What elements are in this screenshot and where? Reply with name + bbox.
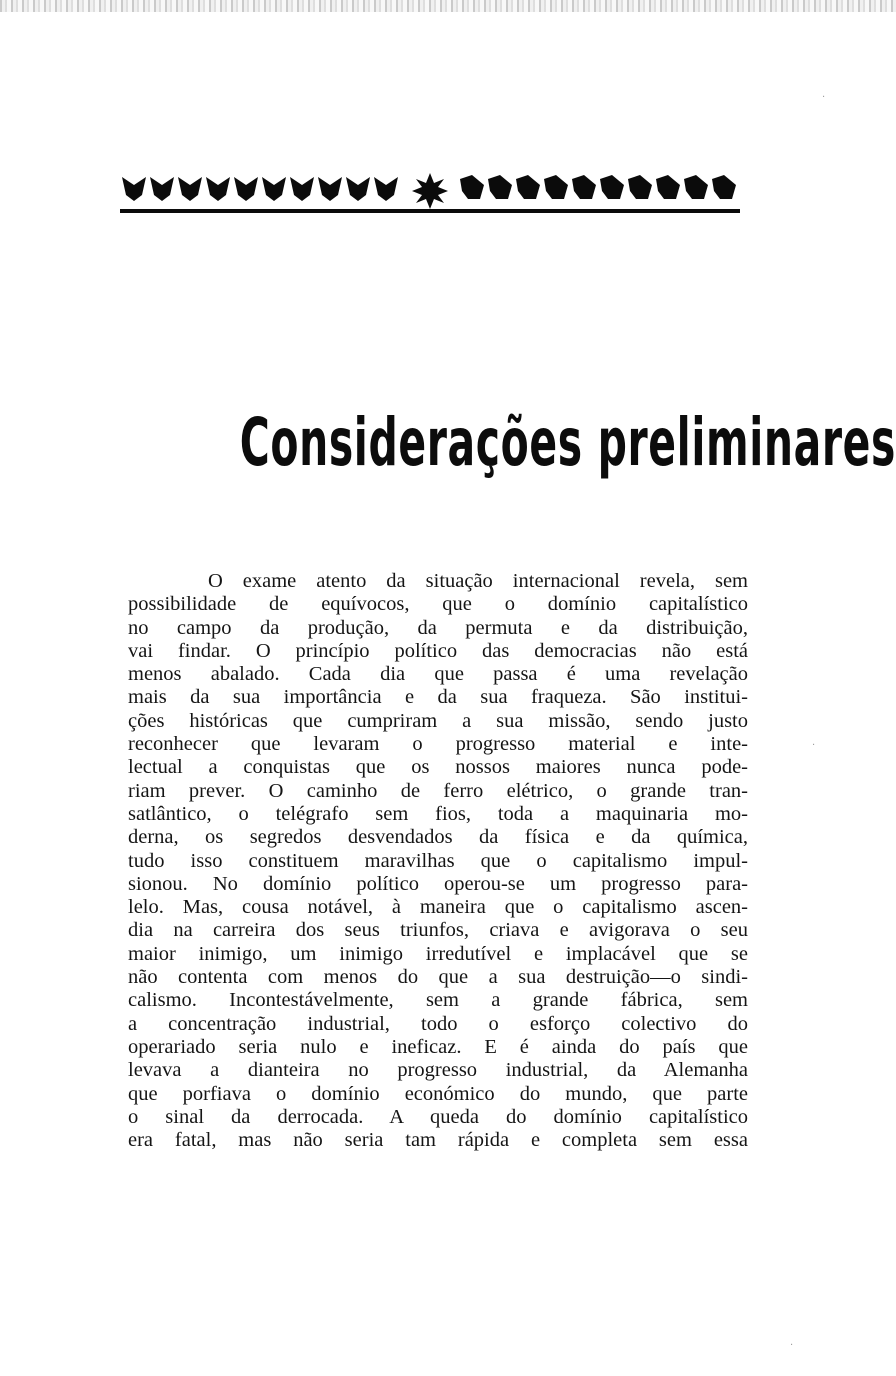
scan-speck: · xyxy=(812,740,816,751)
body-line: O exame atento da situação internacional revela, sem xyxy=(128,570,748,592)
scan-speck: · xyxy=(790,1340,794,1351)
body-line: vai findar. O princípio político das democracias não está xyxy=(128,639,748,662)
scan-top-edge xyxy=(0,0,896,12)
body-line: satlântico, o telégrafo sem fios, toda a maquinaria mo- xyxy=(128,802,748,825)
scan-speck: · xyxy=(822,92,826,103)
body-line: calismo. Incontestávelmente, sem a grande fábrica, sem xyxy=(128,989,748,1012)
body-line: ções históricas que cumpriram a sua missão, sendo justo xyxy=(128,709,748,732)
body-line: tudo isso constituem maravilhas que o capitalismo impul- xyxy=(128,849,748,872)
body-line: o sinal da derrocada. A queda do domínio capitalístico xyxy=(128,1105,748,1128)
ornament-center-star xyxy=(412,173,448,209)
decorative-ornament-header xyxy=(120,165,740,217)
body-line: que porfiava o domínio económico do mundo, que parte xyxy=(128,1082,748,1105)
body-line: era fatal, mas não seria tam rápida e completa sem essa xyxy=(128,1129,748,1152)
page-title: Considerações preliminares xyxy=(239,404,896,481)
body-line: no campo da produção, da permuta e da distribuição, xyxy=(128,616,748,639)
body-line: riam prever. O caminho de ferro elétrico, o grande tran- xyxy=(128,779,748,802)
body-line: dia na carreira dos seus triunfos, criava e avigorava o seu xyxy=(128,919,748,942)
body-line: possibilidade de equívocos, que o domínio capitalístico xyxy=(128,593,748,616)
body-line: não contenta com menos do que a sua destruição—o sindi- xyxy=(128,966,748,989)
ornament-left-motifs xyxy=(122,177,398,201)
body-line: sionou. No domínio político operou-se um progresso para- xyxy=(128,872,748,895)
body-line: reconhecer que levaram o progresso material e inte- xyxy=(128,733,748,756)
body-paragraph xyxy=(128,570,748,1152)
body-line: operariado seria nulo e ineficaz. E é ainda do país que xyxy=(128,1035,748,1058)
ornament-rule xyxy=(120,209,740,213)
body-line: maior inimigo, um inimigo irredutível e implacável que se xyxy=(128,942,748,965)
ornament-right-motifs xyxy=(460,175,736,199)
body-line: lelo. Mas, cousa notável, à maneira que o capitalismo ascen- xyxy=(128,896,748,919)
body-line: a concentração industrial, todo o esforço colectivo do xyxy=(128,1012,748,1035)
body-line: mais da sua importância e da sua fraqueza. São institui- xyxy=(128,686,748,709)
body-line: levava a dianteira no progresso industrial, da Alemanha xyxy=(128,1059,748,1082)
body-line: derna, os segredos desvendados da física e da química, xyxy=(128,826,748,849)
body-line: menos abalado. Cada dia que passa é uma revelação xyxy=(128,663,748,686)
body-line: lectual a conquistas que os nossos maiores nunca pode- xyxy=(128,756,748,779)
